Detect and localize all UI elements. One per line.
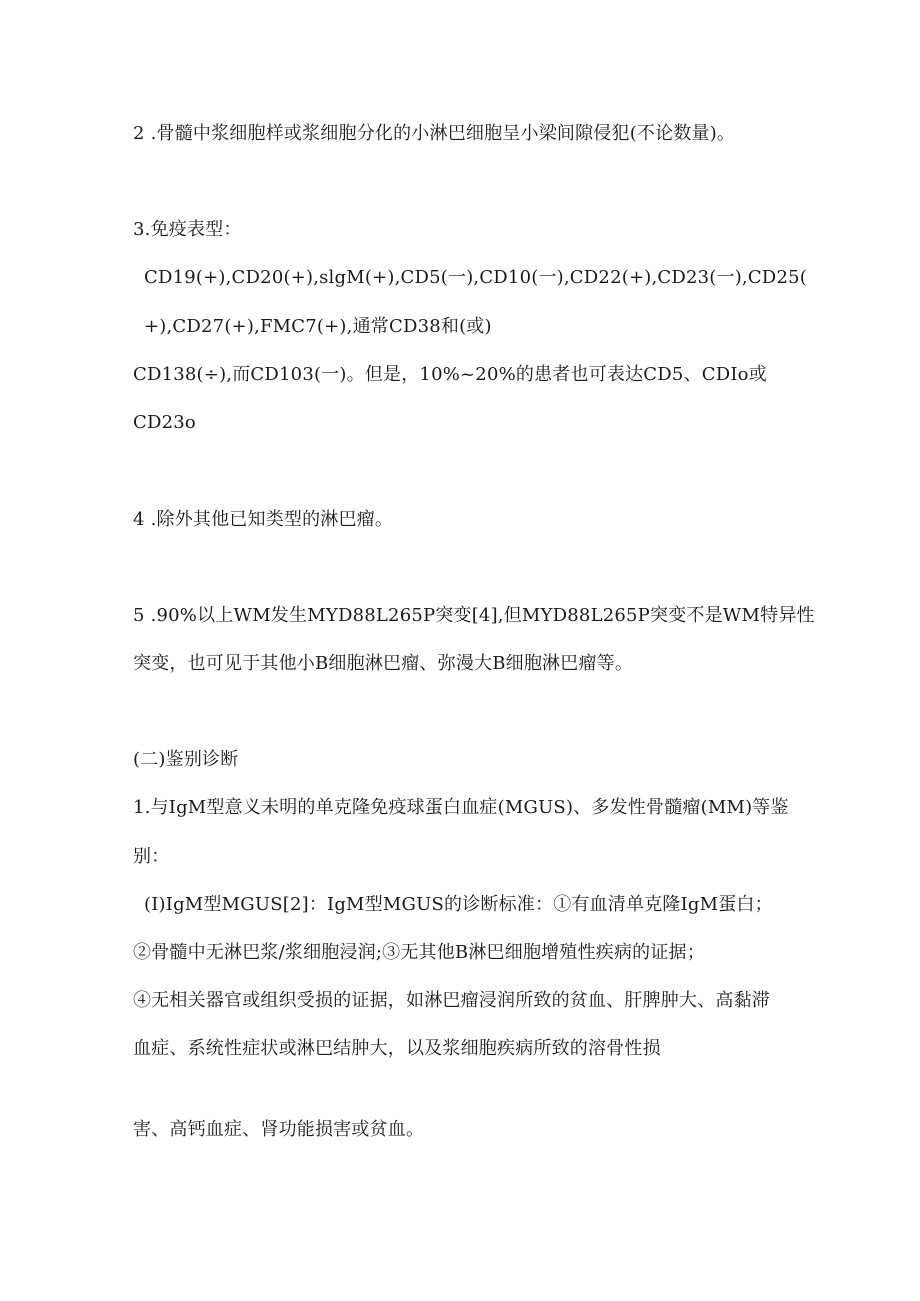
paragraph-item-5-line-2: 突变，也可见于其他小B细胞淋巴瘤、弥漫大B细胞淋巴瘤等。 xyxy=(133,653,634,674)
paragraph-item-2: 2 .骨髓中浆细胞样或浆细胞分化的小淋巴细胞呈小梁间隙侵犯(不论数量)。 xyxy=(133,123,736,144)
immunophenotype-line-3: CD138(÷),而CD103(一)。但是，10%~20%的患者也可表达CD5、CDIo或 xyxy=(133,364,767,385)
mgus-criteria-line-3: ④无相关器官或组织受损的证据，如淋巴瘤浸润所致的贫血、肝脾肿大、高黏滞 xyxy=(133,990,770,1011)
differential-item-1-line-1: 1.与IgM型意义未明的单克隆免疫球蛋白血症(MGUS)、多发性骨髓瘤(MM)等鉴 xyxy=(133,797,789,818)
mgus-criteria-line-4: 血症、系统性症状或淋巴结肿大，以及浆细胞疾病所致的溶骨性损 xyxy=(133,1038,661,1059)
paragraph-item-4: 4 .除外其他已知类型的淋巴瘤。 xyxy=(133,509,394,530)
immunophenotype-line-2: +),CD27(+),FMC7(+),通常CD38和(或) xyxy=(144,316,492,337)
immunophenotype-line-1: CD19(+),CD20(+),slgM(+),CD5(一),CD10(一),CD22(+),CD23(一),CD25( xyxy=(144,267,807,288)
differential-item-1-line-2: 别： xyxy=(133,846,170,867)
section-heading-immunophenotype: 3.免疫表型： xyxy=(133,219,242,240)
paragraph-item-5-line-1: 5 .90%以上WM发生MYD88L265P突变[4],但MYD88L265P突变不是WM特异性 xyxy=(133,605,815,626)
mgus-criteria-line-1: (I)IgM型MGUS[2]：IgM型MGUS的诊断标准：①有血清单克隆IgM蛋白； xyxy=(144,894,773,915)
mgus-criteria-line-2: ②骨髓中无淋巴浆/浆细胞浸润;③无其他B淋巴细胞增殖性疾病的证据； xyxy=(133,942,705,963)
section-heading-differential-diagnosis: (二)鉴别诊断 xyxy=(133,749,239,770)
immunophenotype-line-4: CD23o xyxy=(133,412,196,433)
mgus-criteria-line-5: 害、高钙血症、肾功能损害或贫血。 xyxy=(133,1119,425,1140)
